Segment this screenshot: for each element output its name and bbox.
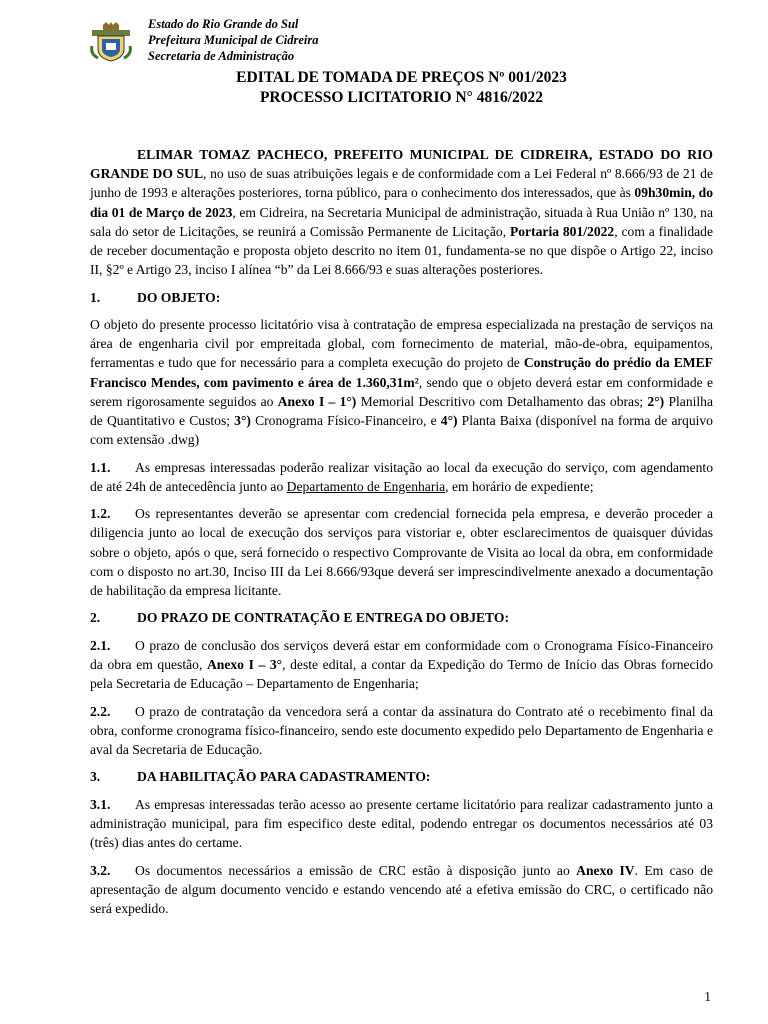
item-2-2-number: 2.2. (90, 703, 111, 719)
letterhead-department: Secretaria de Administração (148, 49, 295, 62)
item-1-1-text-2: , em horário de expediente; (445, 478, 594, 494)
intro-text-1: , no uso de suas atribuições legais e de conformidade com a Lei Federal nº 8.666/93 de 21 de junho de 1993 e alterações posteriores, torna público, para o conhecimento dos interessados, que às (90, 166, 714, 201)
item-2-1-text-2: , deste edital, a contar da Expedição do Termo de Início das Obras fornecido pela Secretaria de Educação – Departamento de Engenharia; (90, 657, 713, 692)
page-number: 1 (704, 989, 711, 1004)
intro-bold-3: Portaria 801/2022 (509, 223, 615, 239)
item-3-2-bold: Anexo IV (576, 862, 635, 878)
item-3-1-number: 3.1. (90, 796, 111, 812)
s1-text-6: Planta Baixa (disponível na forma de arquivo com extensão .dwg) (90, 413, 713, 448)
section-1-title: DO OBJETO: (137, 289, 221, 305)
item-2-1-bold: Anexo I – 3° (206, 657, 283, 672)
intro-text-3: , com a finalidade de receber documentação e proposta objeto descrito no item 01, fundamenta-se no que dispõe o Artigo 22, inciso II, §2º e Artigo 23, inciso I alínea “b” da Lei 8.666/93 e suas alterações posteriores. (90, 223, 713, 278)
letterhead (90, 10, 713, 62)
section-2-heading (90, 608, 713, 627)
s1-bold-2: Anexo I – 1°) (277, 393, 357, 409)
item-3-2-text-2: . Em caso de apresentação de algum documento vencido e estando vencendo até a efetiva emissão do CRC, o certificado não será expedido. (90, 862, 713, 916)
s1-bold-1: Construção do prédio da EMEF Francisco Mendes, com pavimento e área de 1.360,31m² (90, 355, 713, 390)
title-line-1: EDITAL DE TOMADA DE PREÇOS Nº 001/2023 (236, 69, 567, 86)
coat-of-arms-icon (90, 22, 132, 62)
section-1-paragraph (90, 315, 713, 449)
item-2-2 (90, 702, 713, 760)
s1-bold-3: 2°) (647, 393, 665, 409)
section-3-heading (90, 767, 713, 786)
section-3-number: 3. (90, 769, 101, 785)
item-2-2-text: O prazo de contratação da vencedora será a contar da assinatura do Contrato até o recebimento final da obra, conforme cronograma físico-financeiro, sendo este documento expedido pelo Departamento de Engenharia e aval da Secretaria de Educação. (90, 703, 713, 757)
item-3-2 (90, 861, 713, 919)
section-1-heading (90, 288, 713, 307)
letterhead-municipality: Prefeitura Municipal de Cidreira (148, 33, 319, 47)
title-line-2: PROCESSO LICITATORIO N° 4816/2022 (259, 89, 544, 106)
s1-bold-5: 4°) (440, 413, 458, 429)
intro-text-2: , em Cidreira, na Secretaria Municipal de administração, situada à Rua União nº 130, na sala do setor de Licitações, se reunirá a Comissão Permanente de Licitação, (90, 204, 713, 239)
s1-text-2: , sendo que o objeto deverá estar em conformidade e serem rigorosamente seguidos ao (90, 374, 713, 409)
item-3-1-text: As empresas interessadas terão acesso ao presente certame licitatório para realizar cadastramento junto a administração municipal, para fim especifico deste edital, podendo entregar os documentos necessários até 03 (três) dias antes do certame. (90, 796, 713, 851)
item-2-1-number: 2.1. (90, 637, 111, 653)
letterhead-state: Estado do Rio Grande do Sul (148, 17, 299, 31)
item-3-1 (90, 795, 713, 853)
intro-bold-2: 09h30min, do dia 01 de Março de 2023 (90, 185, 714, 220)
intro-bold-1: ELIMAR TOMAZ PACHECO, PREFEITO MUNICIPAL DE CIDREIRA, ESTADO DO RIO GRANDE DO SUL (90, 147, 713, 182)
section-1-number: 1. (90, 289, 101, 305)
item-1-2-number: 1.2. (90, 506, 111, 522)
item-3-2-number: 3.2. (90, 862, 111, 878)
item-3-2-text-1: Os documentos necessários a emissão de CRC estão à disposição junto ao (135, 862, 577, 878)
s1-text-5: Cronograma Físico-Financeiro, e (250, 413, 441, 429)
item-1-1 (90, 458, 713, 496)
section-2-number: 2. (90, 610, 101, 626)
letterhead-text (148, 16, 319, 62)
section-3-title: DA HABILITAÇÃO PARA CADASTRAMENTO: (137, 769, 431, 785)
section-2-title: DO PRAZO DE CONTRATAÇÃO E ENTREGA DO OBJETO: (137, 610, 509, 626)
engineering-dept-underlined: Departamento de Engenharia (286, 478, 446, 494)
item-1-2-text: Os representantes deverão se apresentar com credencial fornecida pela empresa, e deverão proceder a diligencia junto ao local de execução dos serviços para vistoriar e, obter esclarecimentos de quaisquer dúvidas sobre o objeto, após o que, será fornecido o respectivo Comprovante de Visita ao local da obra, em conformidade com o disposto no art.30, Inciso III da Lei 8.666/93que deverá ser imprescindivelmente anexado a documentação de habilitação da empresa licitante. (90, 506, 713, 599)
s1-text-1: O objeto do presente processo licitatório visa à contratação de empresa especializada na prestação de serviços na área de engenharia civil por empreitada global, com fornecimento de material, mão-de-obra, equipamentos, ferramentas e tudo que for necessário para a completa execução do projeto de (90, 317, 713, 371)
s1-bold-4: 3°) (234, 413, 251, 429)
s1-text-3: Memorial Descritivo com Detalhamento das obras; (356, 393, 648, 409)
item-1-1-number: 1.1. (90, 459, 111, 475)
item-1-2 (90, 504, 713, 600)
s1-text-4: Planilha de Quantitativo e Custos; (90, 393, 714, 429)
item-2-1-text-1: O prazo de conclusão dos serviços deverá estar em conformidade com o Cronograma Físico-Financeiro da obra em questão, (90, 637, 713, 672)
document-body (90, 145, 713, 926)
document-title (90, 68, 713, 108)
intro-paragraph (90, 145, 713, 279)
item-2-1 (90, 636, 713, 694)
item-1-1-text-1: As empresas interessadas poderão realizar visitação ao local da execução do serviço, com agendamento de até 24h de antecedência junto ao (90, 459, 713, 494)
